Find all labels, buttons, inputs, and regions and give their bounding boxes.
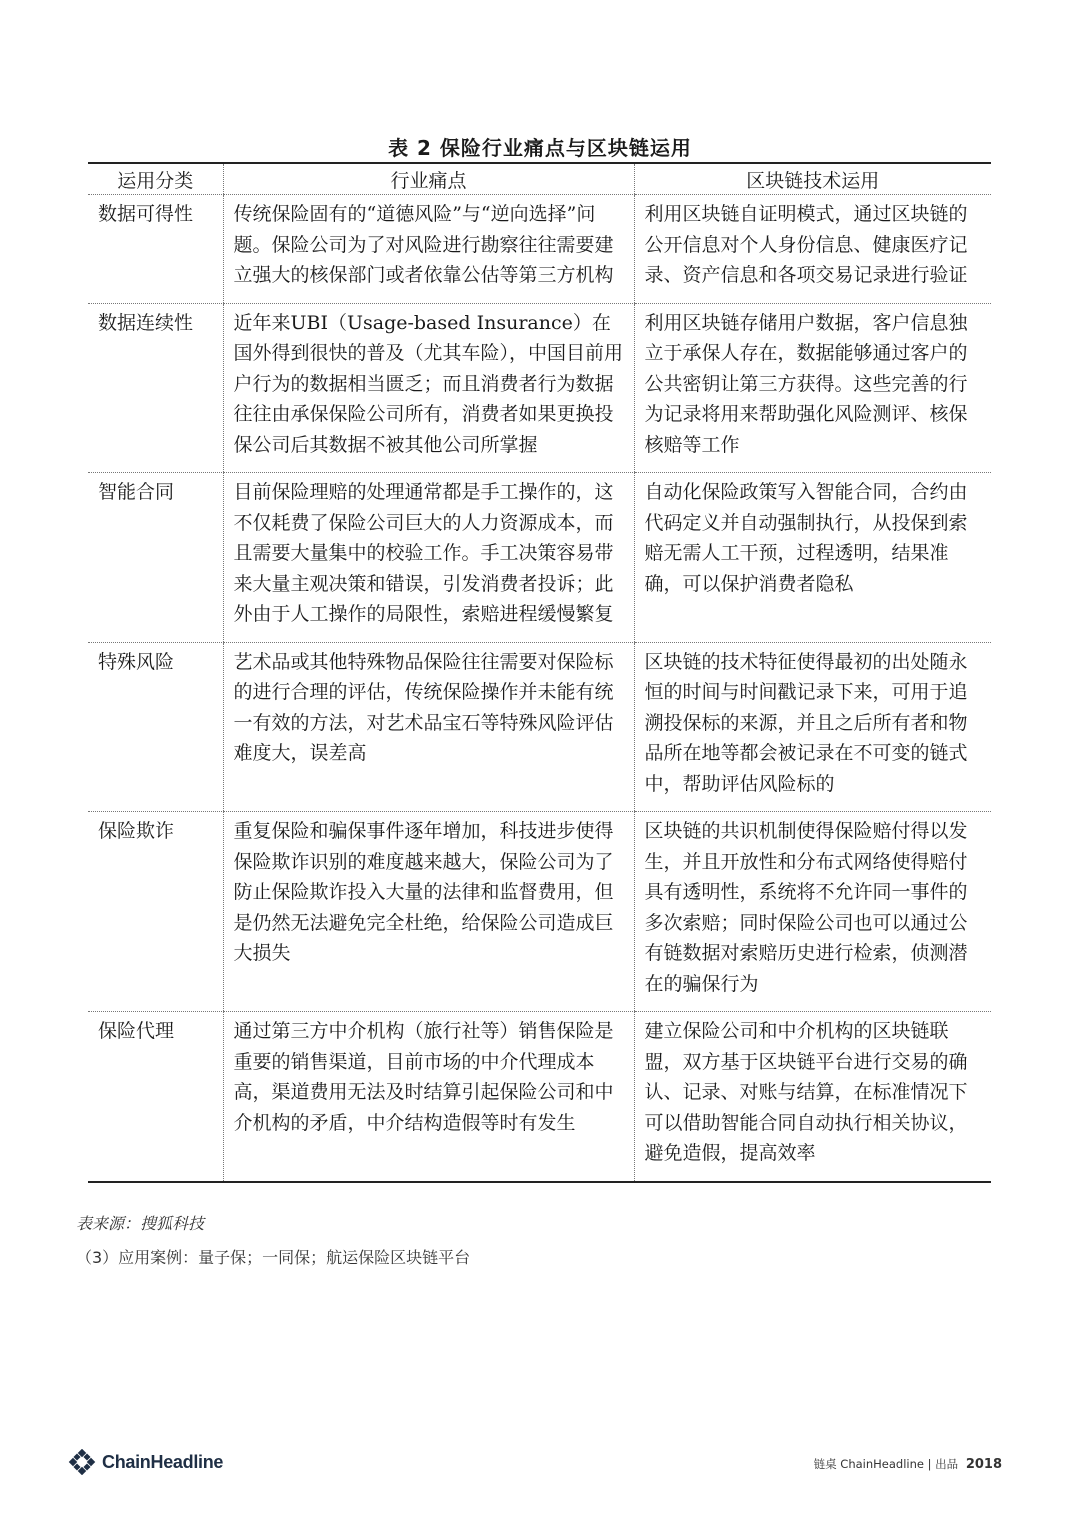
- row-pain-point: 近年来UBI（Usage-based Insurance）在国外得到很快的普及（尤其车险），中国目前用户行为的数据相当匮乏；而且消费者行为数据往往由承保保险公司所有，消费者如果更换投保公司后其数据不被其他公司所掌握: [223, 303, 634, 473]
- logo-text: ChainHeadline: [102, 1451, 224, 1472]
- table-source-note: 表来源：搜狐科技: [76, 1214, 205, 1233]
- row-blockchain-use: 区块链的技术特征使得最初的出处随永恒的时间与时间戳记录下来，可用于追溯投保标的来源，并且之后所有者和物品所在地等都会被记录在不可变的链式中，帮助评估风险标的: [634, 642, 991, 812]
- table-title: 表 2 保险行业痛点与区块链运用: [388, 136, 692, 160]
- page-footer: [814, 1456, 1002, 1472]
- row-category: 保险代理: [98, 1020, 175, 1042]
- row-blockchain-use: 利用区块链自证明模式，通过区块链的公开信息对个人身份信息、健康医疗记录、资产信息和各项交易记录进行验证: [634, 195, 991, 304]
- insurance-blockchain-table: [88, 162, 991, 1183]
- table-row: [88, 195, 991, 304]
- row-category: 数据可得性: [88, 195, 223, 304]
- row-pain-point: 目前保险理赔的处理通常都是手工操作的，这不仅耗费了保险公司巨大的人力资源成本，而且需要大量集中的校验工作。手工决策容易带来大量主观决策和错误，引发消费者投诉；此外由于人工操作的局限性，索赔进程缓慢繁复: [223, 473, 634, 643]
- row-category: 数据连续性: [88, 303, 223, 473]
- row-blockchain-use: 建立保险公司和中介机构的区块链联盟，双方基于区块链平台进行交易的确认、记录、对账与结算，在标准情况下可以借助智能合同自动执行相关协议，避免造假，提高效率: [634, 1012, 991, 1182]
- row-category: 保险欺诈: [88, 812, 223, 1012]
- chainheadline-diamond-icon: [66, 1449, 98, 1475]
- footer-credit: 链桌 ChainHeadline | 出品: [813, 1457, 959, 1471]
- row-category: 特殊风险: [88, 642, 223, 812]
- chainheadline-logo: [66, 1449, 223, 1475]
- row-pain-point: 艺术品或其他特殊物品保险往往需要对保险标的进行合理的评估，传统保险操作并未能有统一有效的方法，对艺术品宝石等特殊风险评估难度大，误差高: [223, 642, 634, 812]
- table-row: [88, 473, 991, 643]
- application-cases-text: （3）应用案例：量子保；一同保；航运保险区块链平台: [76, 1248, 471, 1267]
- footer-year: 2018: [965, 1457, 1002, 1472]
- header-pain-point: 行业痛点: [223, 163, 634, 195]
- row-blockchain-use: 利用区块链存储用户数据，客户信息独立于承保人存在，数据能够通过客户的公共密钥让第三方获得。这些完善的行为记录将用来帮助强化风险测评、核保核赔等工作: [634, 303, 991, 473]
- table-row: [88, 812, 991, 1012]
- row-pain-point: 传统保险固有的“道德风险”与“逆向选择”问题。保险公司为了对风险进行勘察往往需要建立强大的核保部门或者依靠公估等第三方机构: [223, 195, 634, 304]
- header-category: 运用分类: [88, 163, 223, 195]
- row-category: 智能合同: [88, 473, 223, 643]
- table-row: [88, 1012, 991, 1182]
- table-row: [88, 642, 991, 812]
- table-row: [88, 303, 991, 473]
- table-header-row: [88, 163, 991, 195]
- row-pain-point: 重复保险和骗保事件逐年增加，科技进步使得保险欺诈识别的难度越来越大，保险公司为了防止保险欺诈投入大量的法律和监督费用，但是仍然无法避免完全杜绝，给保险公司造成巨大损失: [223, 812, 634, 1012]
- header-blockchain-use: 区块链技术运用: [634, 163, 991, 195]
- row-blockchain-use: 自动化保险政策写入智能合同，合约由代码定义并自动强制执行，从投保到索赔无需人工干预，过程透明，结果准确，可以保护消费者隐私: [634, 473, 991, 643]
- row-pain-point: 通过第三方中介机构（旅行社等）销售保险是重要的销售渠道，目前市场的中介代理成本高，渠道费用无法及时结算引起保险公司和中介机构的矛盾，中介结构造假等时有发生: [223, 1012, 634, 1182]
- row-blockchain-use: 区块链的共识机制使得保险赔付得以发生，并且开放性和分布式网络使得赔付具有透明性，系统将不允许同一事件的多次索赔；同时保险公司也可以通过公有链数据对索赔历史进行检索，侦测潜在的骗保行为: [634, 812, 991, 1012]
